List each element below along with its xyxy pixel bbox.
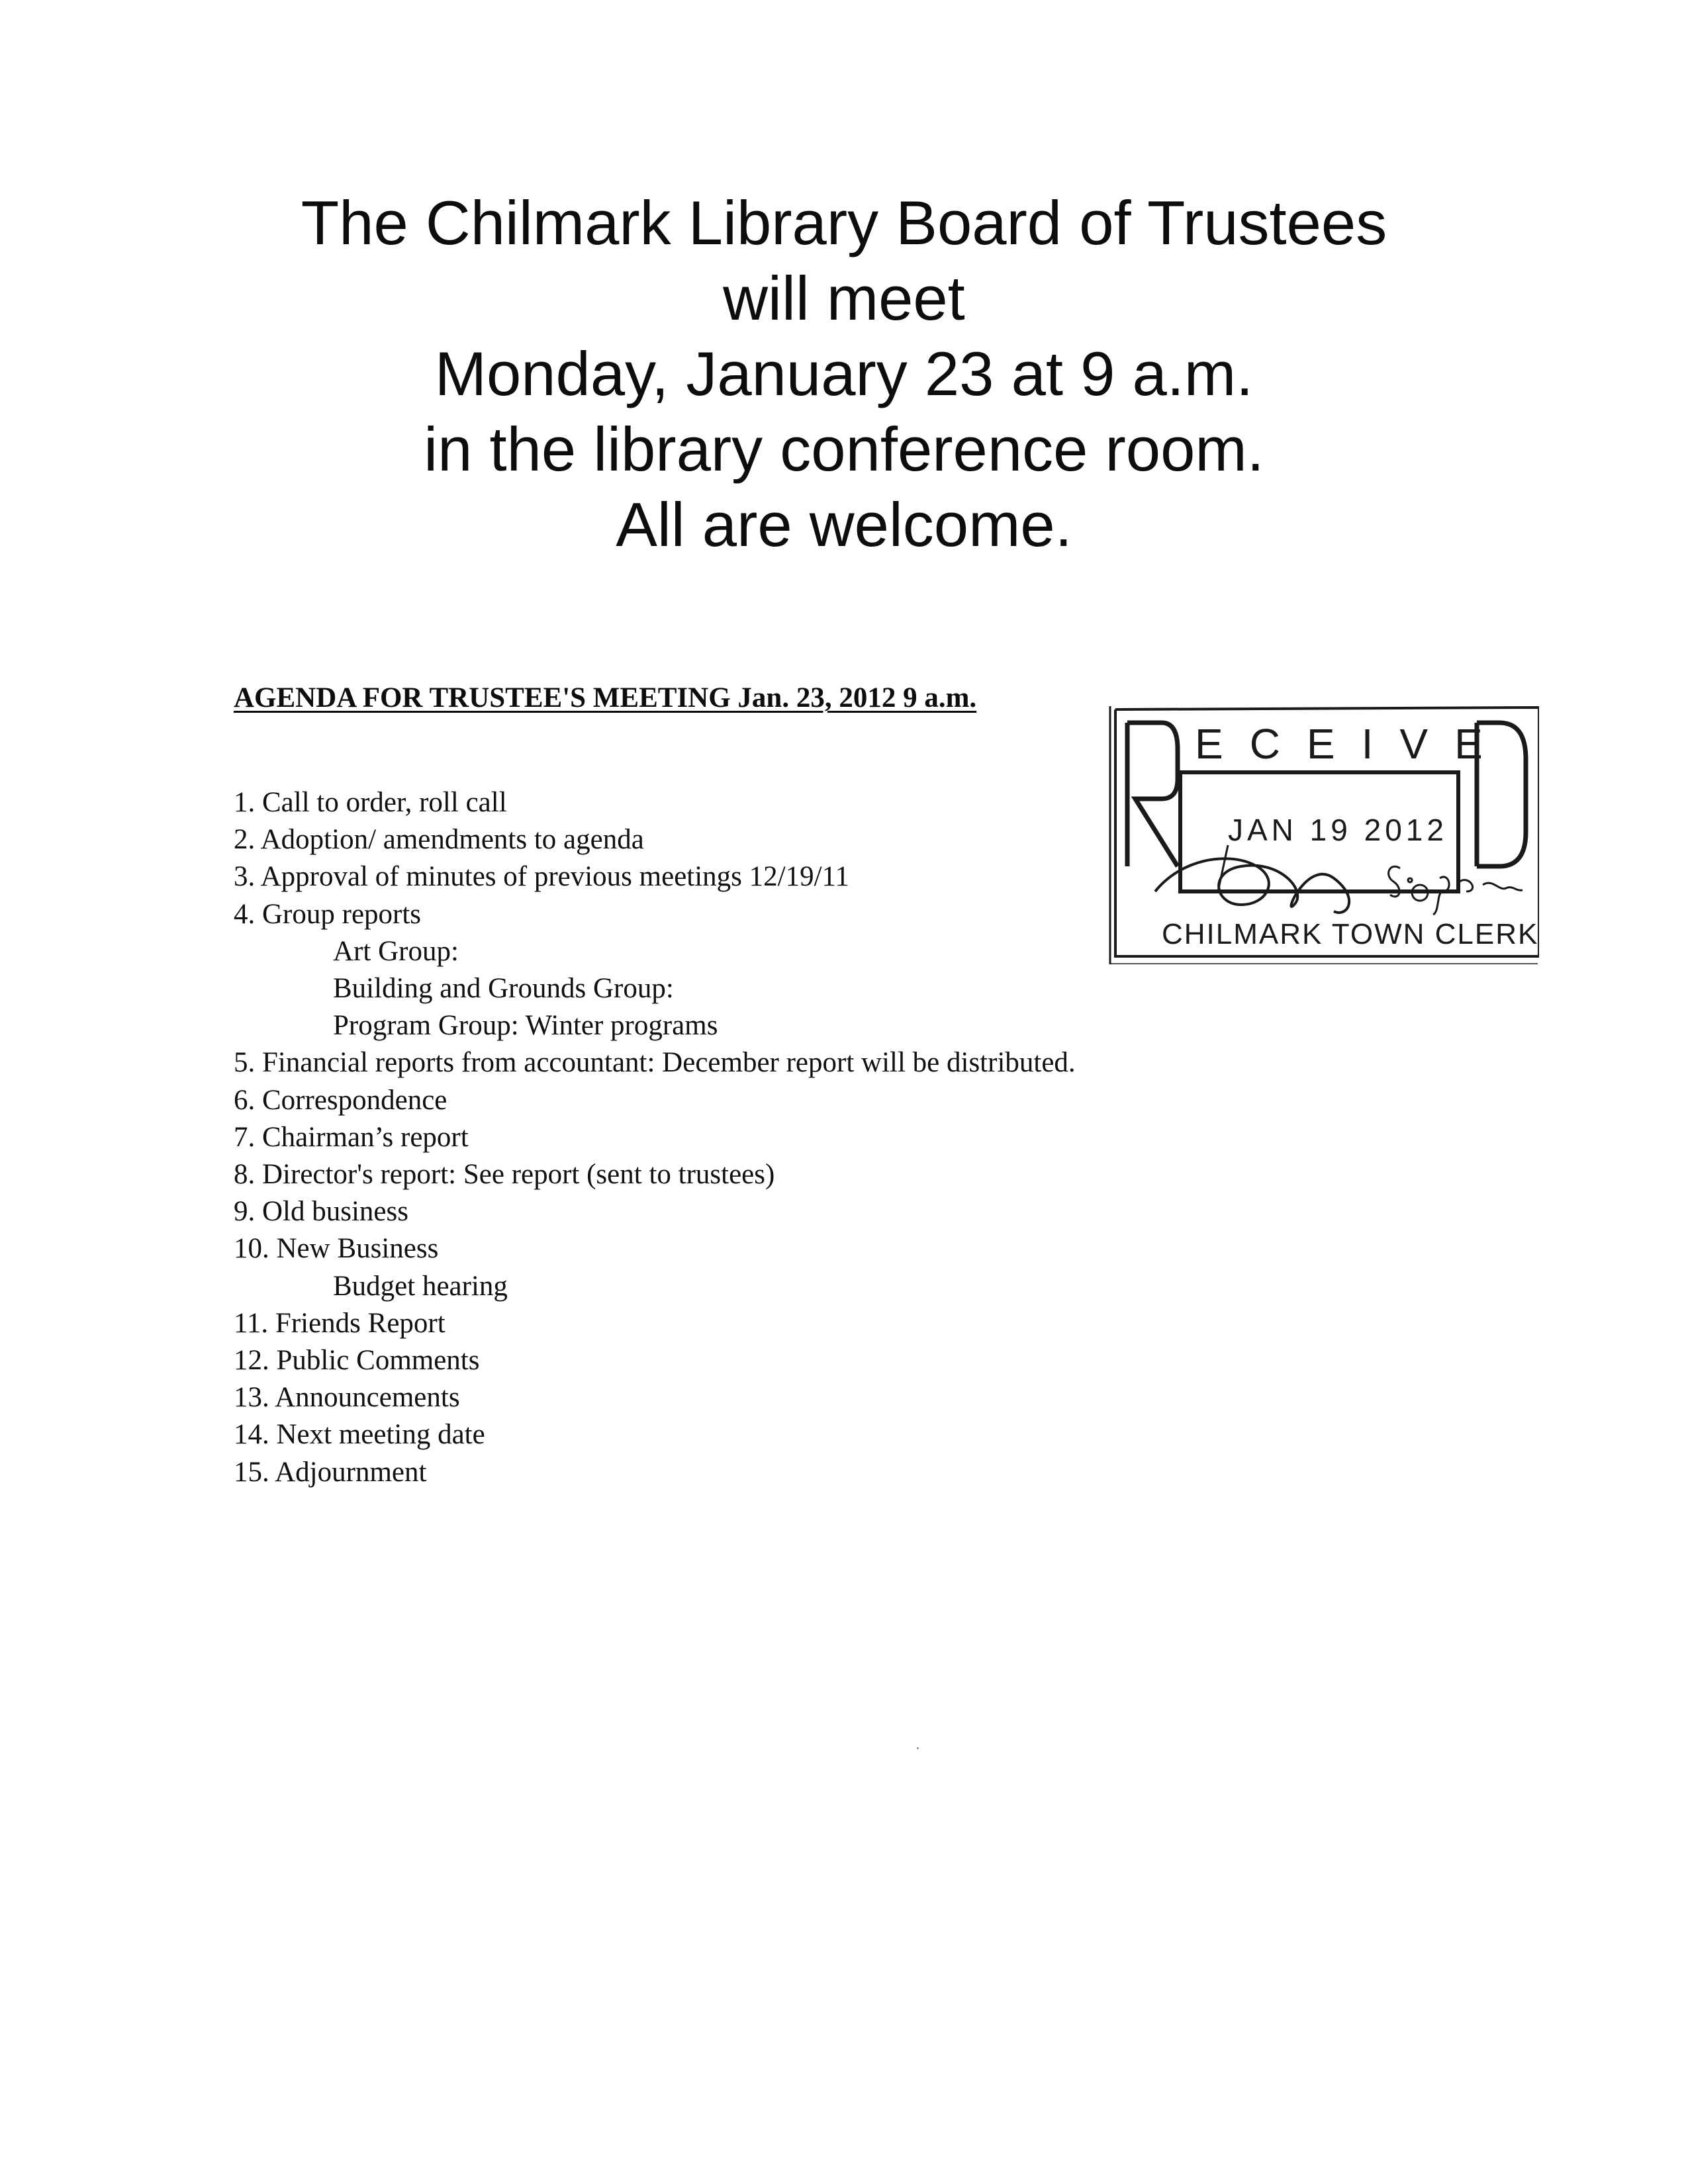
agenda-subitem: Program Group: Winter programs — [333, 1010, 718, 1042]
agenda-item: 15. Adjournment — [234, 1456, 427, 1488]
agenda-list — [234, 784, 1076, 1491]
agenda-subitem: Budget hearing — [333, 1270, 508, 1302]
agenda-item: 10. New Business — [234, 1233, 439, 1265]
agenda-subitem: Art Group: — [333, 935, 459, 967]
agenda-item: 13. Announcements — [234, 1382, 460, 1414]
agenda-item: 12. Public Comments — [234, 1345, 480, 1377]
stamp-received-label: ECEIVE — [1195, 720, 1509, 768]
agenda-subitem: Building and Grounds Group: — [333, 973, 674, 1005]
agenda-item: 11. Friends Report — [234, 1307, 445, 1339]
agenda-item: 14. Next meeting date — [234, 1419, 485, 1451]
announcement-line-1: The Chilmark Library Board of Trustees — [301, 188, 1387, 257]
agenda-item: 5. Financial reports from accountant: December report will be distributed. — [234, 1047, 1076, 1079]
signature-scribble — [1155, 858, 1349, 913]
stamp-clerk: CHILMARK TOWN CLERK — [1162, 918, 1539, 950]
announcement-line-2: will meet — [723, 263, 965, 333]
meeting-announcement — [0, 185, 1688, 563]
agenda-item: 1. Call to order, roll call — [234, 787, 507, 818]
agenda-item: 6. Correspondence — [234, 1084, 447, 1116]
agenda-item: 8. Director's report: See report (sent to trustees) — [234, 1159, 775, 1191]
received-stamp — [1109, 693, 1539, 964]
agenda-item: 7. Chairman’s report — [234, 1121, 469, 1153]
stamp-letter-r — [1127, 723, 1178, 866]
agenda-item: 4. Group reports — [234, 898, 422, 930]
agenda-item: 9. Old business — [234, 1196, 408, 1228]
agenda-item: 2. Adoption/ amendments to agenda — [234, 824, 644, 856]
announcement-line-3: Monday, January 23 at 9 a.m. — [434, 339, 1254, 408]
announcement-line-4: in the library conference room. — [424, 414, 1264, 484]
agenda-item: 3. Approval of minutes of previous meetings 12/19/11 — [234, 861, 849, 893]
agenda-heading: AGENDA FOR TRUSTEE'S MEETING Jan. 23, 2012 9 a.m. — [234, 682, 977, 713]
scan-speck — [917, 1747, 919, 1749]
announcement-line-5: All are welcome. — [616, 490, 1072, 559]
stamp-date: JAN 19 2012 — [1228, 813, 1448, 847]
